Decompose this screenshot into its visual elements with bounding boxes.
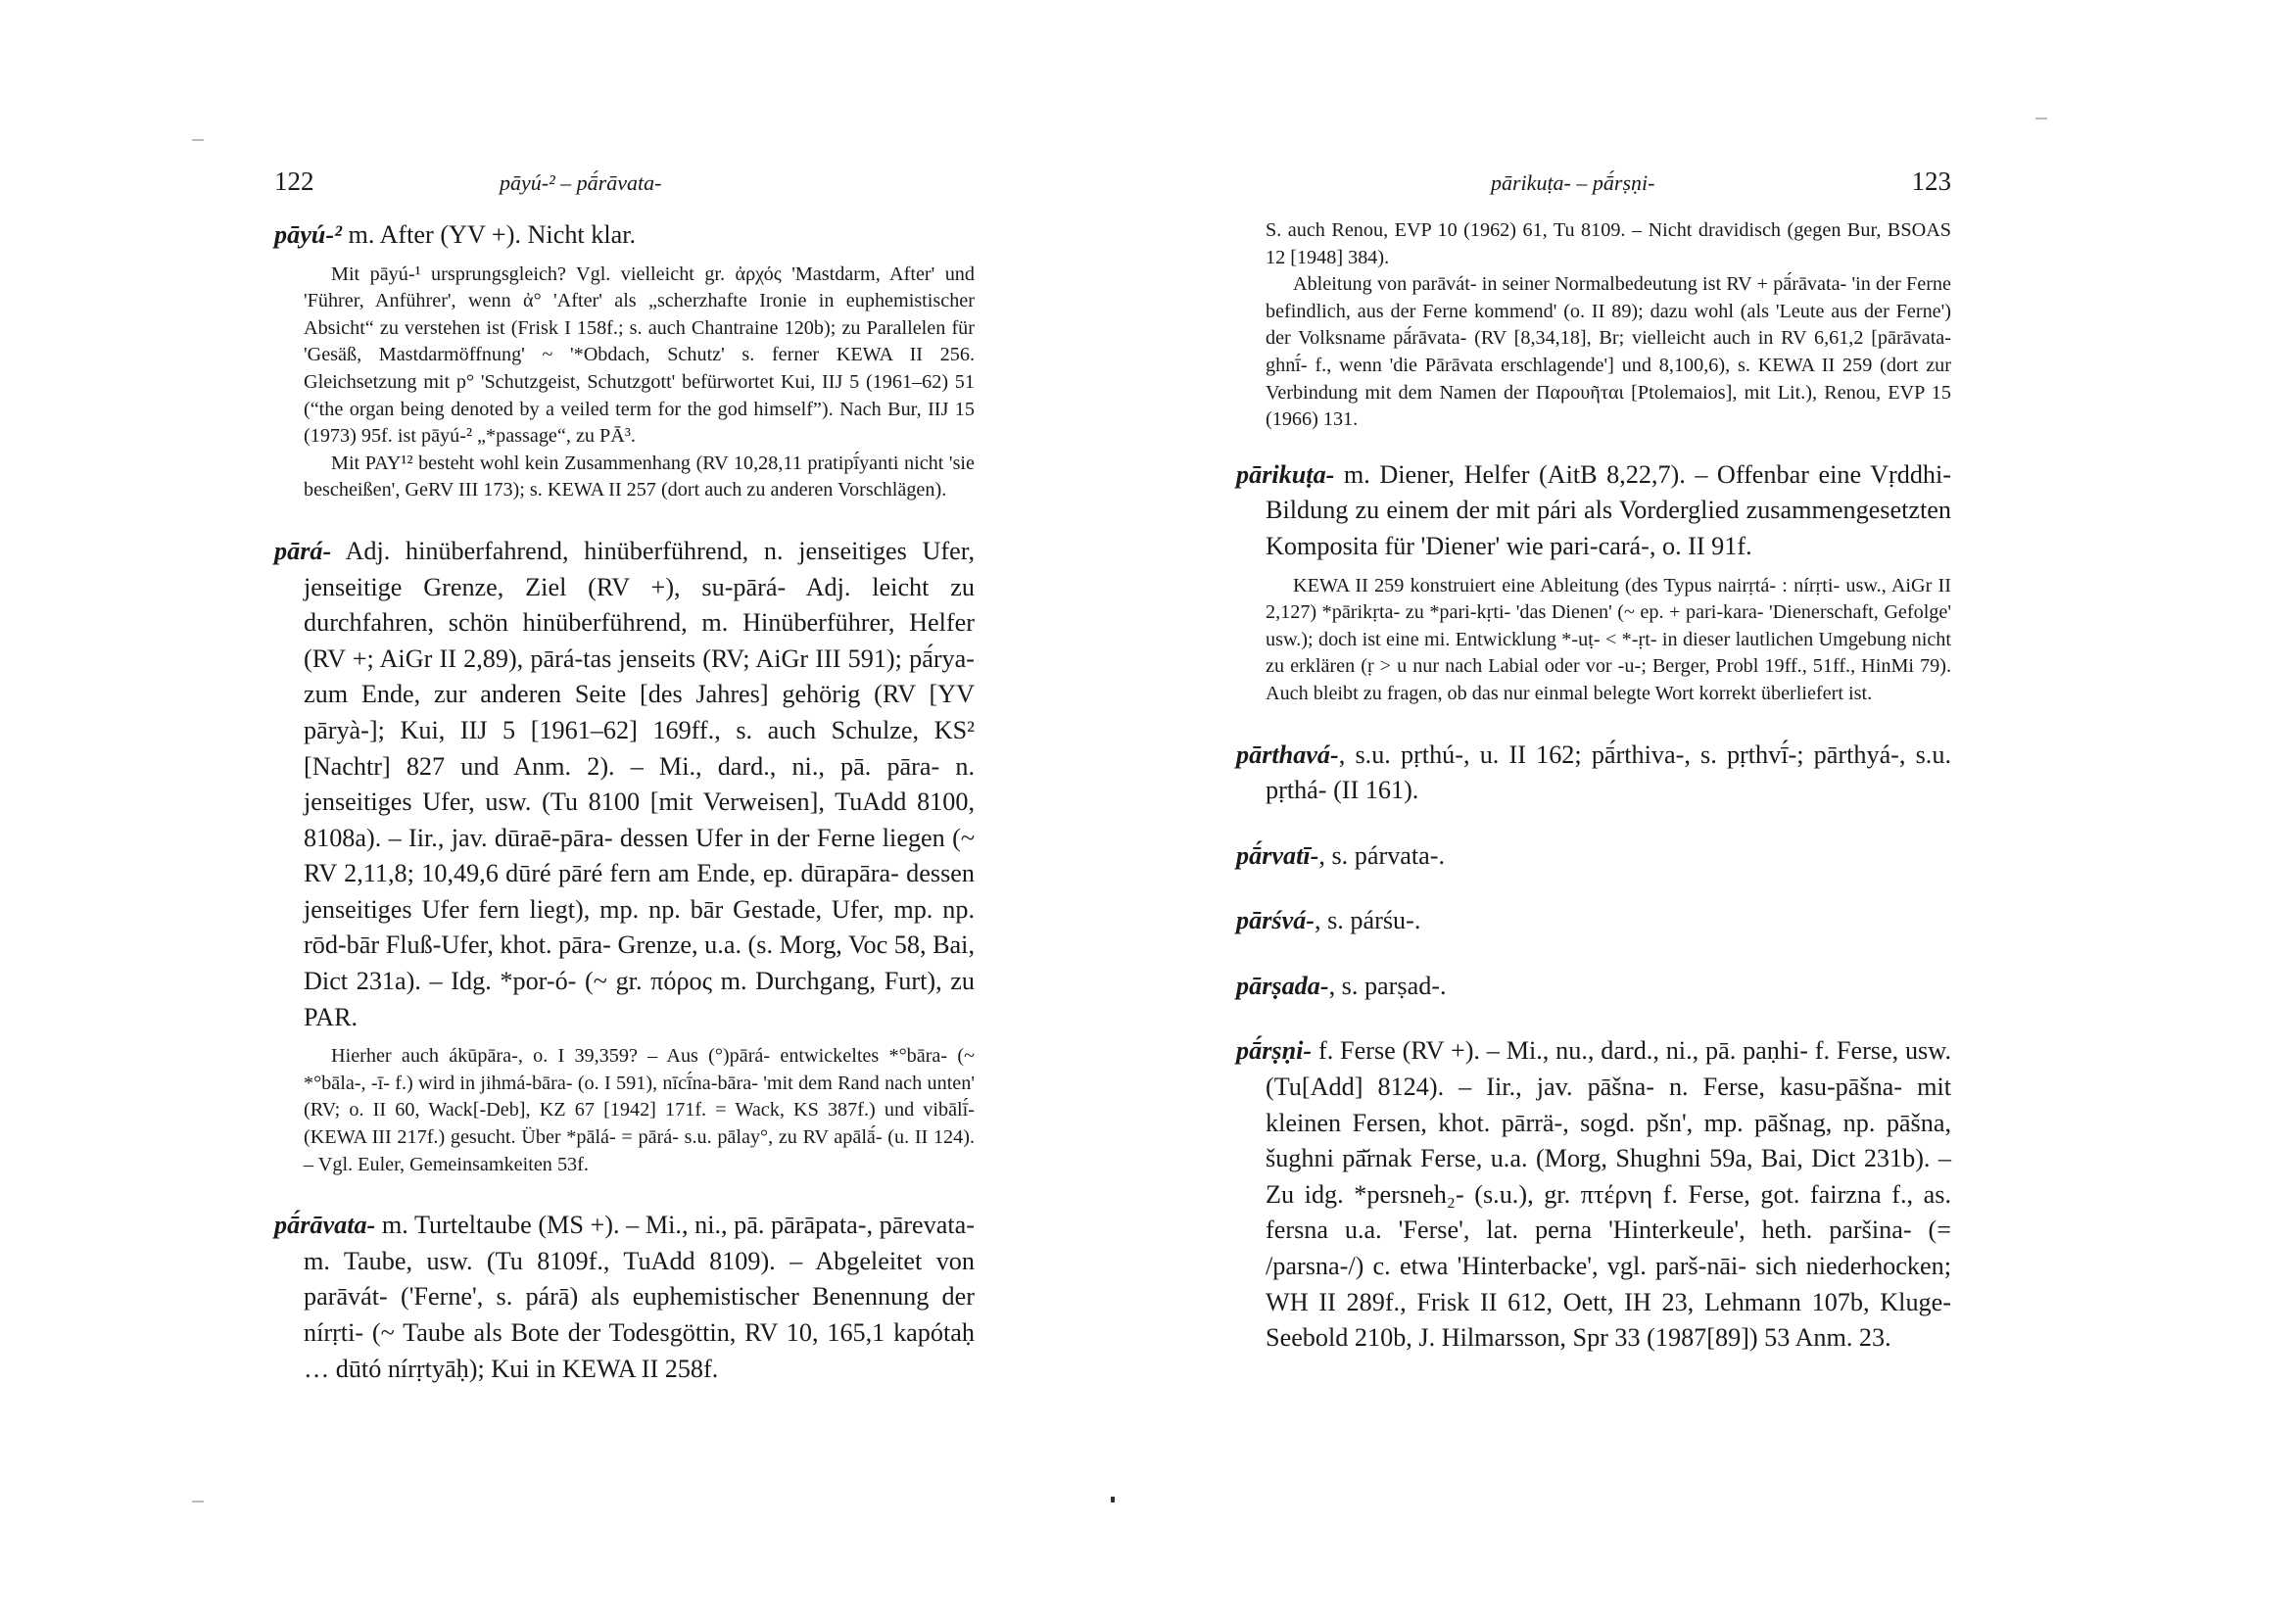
dictionary-entry: [1236, 969, 1951, 1005]
running-head: pāyú-² – pā́rāvata-: [500, 170, 662, 195]
lemma: pāyú-²: [274, 220, 342, 249]
scan-mark: [192, 139, 204, 141]
continuation-note: Ableitung von parāvát- in seiner Normalbedeutung ist RV + pā́rāvata- 'in der Ferne befindlich, aus der Ferne kommend' (o. II 89); dazu wohl (als 'Leute aus der Ferne') der Volksname pā́rāvata- (RV [8,34,18], Br; vielleicht auch in RV 6,61,2 [pārāvata-ghnī́- f., wenn 'die Pārāvata erschlagende'] und 8,100,6), s. KEWA II 259 (dort zur Verbindung mit dem Namen der Παρουῆται [Ptolemaios], mit Lit.), Renou, EVP 15 (1966) 131.: [1266, 273, 1951, 431]
entry-main: [1236, 457, 1951, 565]
entry-text: , s.u. pṛthú-, u. II 162; pā́rthiva-, s. pṛthvī́-; pārthyá-, s.u. pṛthá- (II 161).: [1266, 739, 1951, 805]
entry-main: [274, 534, 975, 1035]
left-page-header: [274, 167, 975, 206]
dictionary-entry: [1236, 903, 1951, 939]
entry-note: Hierher auch ákūpāra-, o. I 39,359? – Aus (°)pārá- entwickeltes *°bāra- (~ *°bāla-, -ī- f.) wird in jihmá-bāra- (o. I 591), nīcī́na-bāra- 'mit dem Rand nach unten' (RV; o. II 60, Wack[-Deb], KZ 67 [1942] 171f. = Wack, KS 387f.) und vibālī́- (KEWA III 217f.) gesucht. Über *pālá- = pārá- s.u. pālay°, zu RV apālā́- (u. II 124). – Vgl. Euler, Gemeinsamkeiten 53f.: [304, 1045, 975, 1175]
entry-note: Mit PAY¹² besteht wohl kein Zusammenhang (RV 10,28,11 pratipī́yanti nicht 'sie bescheißen', GeRV III 173); s. KEWA II 257 (dort auch zu anderen Vorschlägen).: [304, 452, 975, 501]
lemma: pārśvá-: [1236, 906, 1315, 935]
entry-main: [274, 217, 975, 254]
right-page-header: [1236, 167, 1951, 206]
entry-text: m. After (YV +). Nicht klar.: [348, 220, 637, 249]
dictionary-entry: [274, 534, 975, 1178]
dictionary-entry: [1236, 838, 1951, 875]
lemma: pā́rvatī-: [1236, 840, 1319, 870]
entry-note: Mit pāyú-¹ ursprungsgleich? Vgl. vielleicht gr. ἀρχός 'Mastdarm, After' und 'Führer, Anführer', wenn ἀ° 'After' als „scherzhafte Ironie in euphemistischer Absicht“ zu verstehen ist (Frisk I 158f.; s. auch Chantraine 120b); zu Parallelen für 'Gesäß, Mastdarmöffnung' ~ '*Obdach, Schutz' s. ferner KEWA II 256. Gleichsetzung mit p° 'Schutzgeist, Schutzgott' befürwortet Kui, IIJ 5 (1961–62) 51 (“the organ being denoted by a veiled term for the god himself”). Nach Bur, IIJ 15 (1973) 95f. ist pāyú-² „*passage“, zu PĀ³.: [304, 262, 975, 448]
lemma: pārá-: [274, 536, 332, 565]
dictionary-entry: [274, 1208, 975, 1387]
lemma: pā́rāvata-: [274, 1211, 376, 1240]
entry-main: [1236, 838, 1951, 875]
page-number: 123: [1911, 167, 1951, 196]
scan-mark: [192, 1501, 204, 1503]
entry-text: , s. párvata-.: [1318, 840, 1446, 870]
entry-text: Adj. hinüberfahrend, hinüberführend, n. jenseitiges Ufer, jenseitige Grenze, Ziel (RV +), su-pārá- Adj. leicht zu durchfahren, schön hinüberführend, m. Hinüberführer, Helfer (RV +; AiGr II 2,89), pārá-tas jenseits (RV; AiGr III 591); pā́rya- zum Ende, zur anderen Seite [des Jahres] gehörig (RV [YV pāryà-]; Kui, IIJ 5 [1961–62] 169ff., s. auch Schulze, KS² [Nachtr] 827 und Anm. 2). – Mi., dard., ni., pā. pāra- n. jenseitiges Ufer, usw. (Tu 8100 [mit Verweisen], TuAdd 8100, 8108a). – Iir., jav. dūraē-pāra- dessen Ufer in der Ferne liegen (~ RV 2,11,8; 10,49,6 dūré pāré fern am Ende, ep. dūrapāra- dessen jenseitiges Ufer fern liegt), mp. np. bār Gestade, Ufer, mp. np. rōd-bār Fluß-Ufer, khot. pāra- Grenze, u.a. (s. Morg, Voc 58, Bai, Dict 231a). – Idg. *por-ó- (~ gr. πόρος m. Durchgang, Furt), zu PAR.: [304, 536, 975, 1031]
entry-text: m. Turteltaube (MS +). – Mi., ni., pā. pārāpata-, pārevata- m. Taube, usw. (Tu 8109f., TuAdd 8109). – Abgeleitet von parāvát- ('Ferne', s. párā) als euphemistischer Benennung der nírṛti- (~ Taube als Bote der Todesgöttin, RV 10, 165,1 kapótaḥ … dūtó nírṛtyāḥ); Kui in KEWA II 258f.: [304, 1211, 976, 1383]
dictionary-entry: [1236, 1033, 1951, 1356]
scan-mark: [2035, 118, 2047, 119]
entry-main: [1236, 969, 1951, 1005]
lemma: pā́rṣṇi-: [1236, 1036, 1313, 1066]
dictionary-entry: [274, 217, 975, 504]
dictionary-entry: [1236, 738, 1951, 809]
left-page: [274, 0, 975, 1622]
entry-main: [274, 1208, 975, 1387]
page-number: 122: [274, 167, 314, 196]
right-page: [1236, 0, 1951, 1622]
entry-text: m. Diener, Helfer (AitB 8,22,7). – Offenbar eine Vṛddhi-Bildung zu einem der mit pári als Vorderglied zusammengesetzten Komposita für 'Diener' wie pari-cará-, o. II 91f.: [1266, 459, 1951, 560]
dictionary-entry: [1236, 457, 1951, 708]
entry-text: f. Ferse (RV +). – Mi., nu., dard., ni., pā. paṇhi- f. Ferse, usw. (Tu[Add] 8124). – Iir., jav. pāšna- n. Ferse, kasu-pāšna- mit kleinen Fersen, khot. pārrä-, sogd. pšn', mp. pāšnag, np. pāšna, šughni pā̆rnak Ferse, u.a. (Morg, Shughni 59a, Bai, Dict 231b). – Zu idg. *persneh₂- (s.u.), gr. πτέρνη f. Ferse, got. fairzna f., as. fersna u.a. 'Ferse', lat. perna 'Hinterkeule', heth. paršina- (= /parsna-/) c. etwa 'Hinterbacke', vgl. parš-nāi- sich niederhocken; WH II 289f., Frisk II 612, Oett, IH 23, Lehmann 107b, Kluge-Seebold 210b, J. Hilmarsson, Spr 33 (1987[89]) 53 Anm. 23.: [1266, 1036, 1952, 1353]
continued-entry: [1236, 217, 1951, 434]
right-page-content: [1236, 217, 1951, 1386]
lemma: pārṣada-: [1236, 971, 1329, 1000]
entry-text: , s. parṣad-.: [1328, 971, 1447, 1000]
lemma: pārthavá-: [1236, 739, 1339, 769]
entry-note: KEWA II 259 konstruiert eine Ableitung (des Typus nairṛtá- : nírṛti- usw., AiGr II 2,127) *pārikṛta- zu *pari-kṛti- 'das Dienen' (~ ep. + pari-kara- 'Dienerschaft, Gefolge' usw.); doch ist eine mi. Entwicklung *-uṭ- < *-ṛt- in dieser lautlichen Umgebung nicht zu erklären (ṛ > u nur nach Labial oder vor -u-; Berger, Probl 19ff., 51ff., HinMi 79). Auch bleibt zu fragen, ob das nur einmal belegte Wort korrekt überliefert ist.: [1266, 574, 1951, 704]
entry-main: [1236, 903, 1951, 939]
running-head: pārikuṭa- – pā́rṣṇi-: [1491, 170, 1655, 195]
lemma: pārikuṭa-: [1236, 459, 1335, 489]
entry-main: [1236, 1033, 1951, 1356]
left-page-content: [274, 217, 975, 1416]
entry-text: , s. párśu-.: [1315, 906, 1421, 935]
scan-mark: [1111, 1497, 1115, 1503]
continuation-note: S. auch Renou, EVP 10 (1962) 61, Tu 8109. – Nicht dravidisch (gegen Bur, BSOAS 12 [1948] 384).: [1266, 219, 1951, 268]
entry-main: [1236, 738, 1951, 809]
